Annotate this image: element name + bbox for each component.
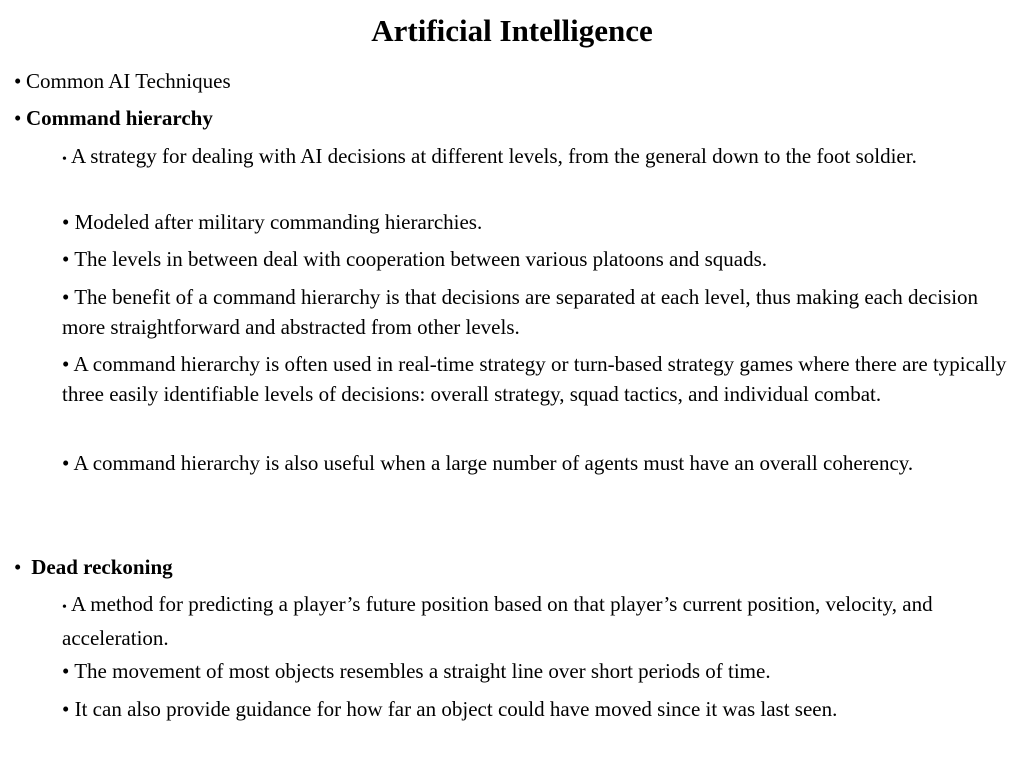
sub-bullet	[62, 694, 1012, 724]
sub-bullet-text: A strategy for dealing with AI decisions at different levels, from the general down to the foot soldier.	[71, 144, 917, 168]
sub-bullet	[62, 244, 1012, 274]
sub-bullet-text: A command hierarchy is also useful when a large number of agents must have an overall coherency.	[73, 451, 914, 475]
sub-bullet	[62, 589, 1012, 653]
sub-bullet	[62, 207, 1012, 237]
bullet-icon: •	[62, 697, 70, 721]
sub-bullet	[62, 656, 1012, 686]
bullet-text: Common AI Techniques	[26, 69, 231, 93]
bullet-heading: Dead reckoning	[31, 555, 173, 579]
slide-title: Artificial Intelligence	[371, 13, 653, 48]
bullet-icon: •	[62, 600, 67, 615]
sub-bullet-text: It can also provide guidance for how far an object could have moved since it was last seen.	[74, 697, 838, 721]
sub-bullet	[62, 282, 1012, 342]
sub-bullet	[62, 141, 1012, 175]
sub-bullet-text: A command hierarchy is often used in real-time strategy or turn-based strategy games where there are typically three easily identifiable levels of decisions: overall strategy, squad tactics, and individual combat.	[62, 352, 1007, 406]
bullet-icon: •	[62, 210, 70, 234]
sub-bullet	[62, 448, 1012, 478]
bullet-icon: •	[62, 352, 70, 376]
bullet-dead-reckoning	[14, 552, 173, 582]
bullet-command-hierarchy	[14, 103, 213, 133]
sub-bullet-text: Modeled after military commanding hierarchies.	[74, 210, 483, 234]
bullet-icon: •	[62, 451, 70, 475]
bullet-icon: •	[62, 285, 70, 309]
sub-bullet	[62, 349, 1012, 409]
bullet-common-ai-techniques	[14, 66, 231, 96]
bullet-icon: •	[14, 69, 22, 93]
sub-bullet-text: The levels in between deal with cooperation between various platoons and squads.	[74, 247, 768, 271]
bullet-icon: •	[14, 106, 22, 130]
sub-bullet-text: A method for predicting a player’s future position based on that player’s current position, velocity, and acceleration.	[62, 592, 933, 650]
sub-bullet-text: The movement of most objects resembles a straight line over short periods of time.	[74, 659, 771, 683]
bullet-icon: •	[62, 659, 70, 683]
bullet-icon: •	[62, 247, 70, 271]
bullet-heading: Command hierarchy	[26, 106, 213, 130]
sub-bullet-text: The benefit of a command hierarchy is that decisions are separated at each level, thus making each decision more straightforward and abstracted from other levels.	[62, 285, 979, 339]
bullet-icon: •	[62, 152, 67, 167]
bullet-icon: •	[14, 555, 22, 579]
